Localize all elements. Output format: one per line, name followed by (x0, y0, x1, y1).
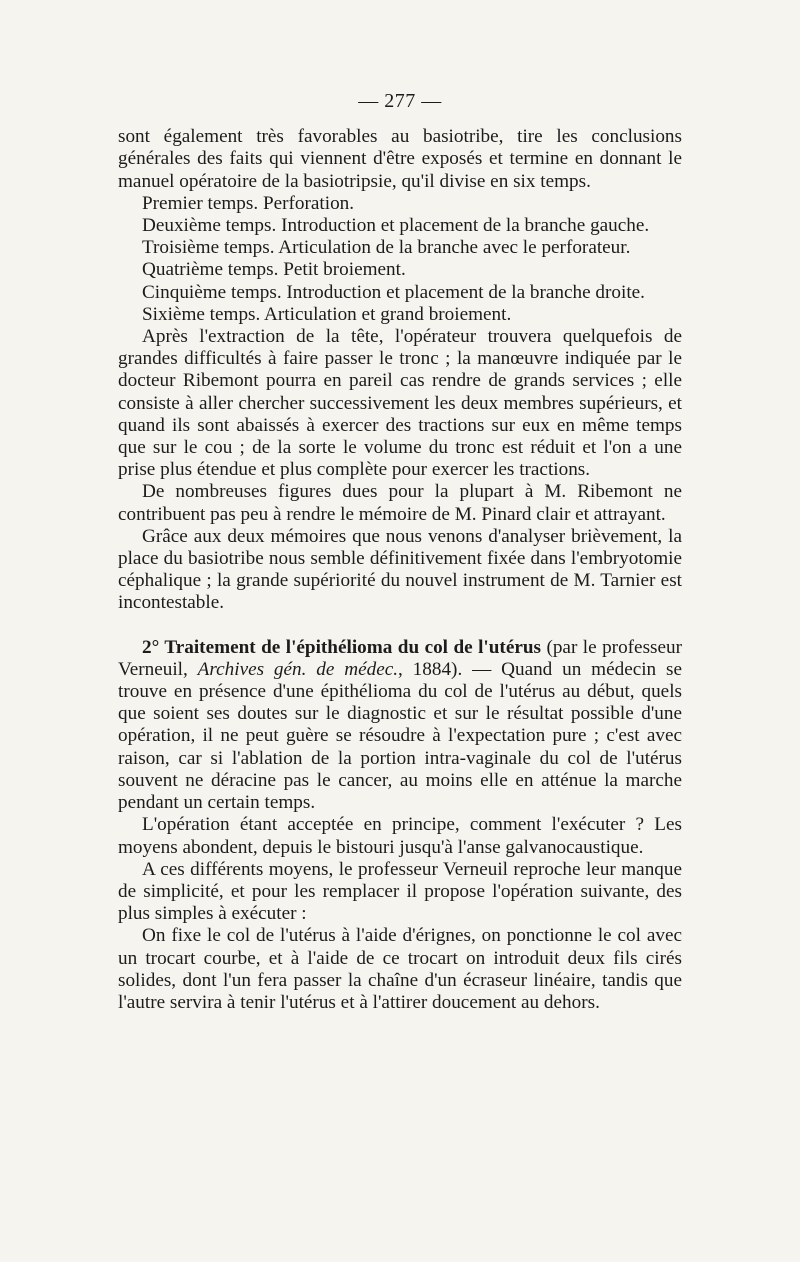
section-heading: 2° Traitement de l'épithélioma du col de l'utérus (142, 636, 541, 658)
paragraph-trunk-extraction: Après l'extraction de la tête, l'opérateur trouvera quelquefois de grandes difficultés à faire passer le tronc ; la manœuvre indiquée par le docteur Ribemont pourra en pareil cas rendre de grands services ; elle consiste à aller chercher successivement les deux membres supérieurs, et quand ils sont abaissés à exercer des tractions sur eux en même temps que sur le cou ; de la sorte le volume du tronc est réduit et l'on a une prise plus étendue et plus complète pour exercer les tractions. (118, 326, 682, 481)
section-intro-b: , 1884). — Quand un médecin se trouve en présence d'une épithélioma du col de l'utérus au début, quels que soient ses doutes sur le diagnostic et sur le résultat possible d'une opération, il ne peut guère se résoudre à l'expectation pure ; c'est avec raison, car si l'ablation de la portion intra-vaginale du col de l'utérus souvent ne déracine pas le cancer, au moins elle en atténue la marche pendant un certain temps. (118, 658, 682, 814)
section-intro-a: (par le professeur Verneuil, (118, 636, 683, 680)
step-first: Premier temps. Perforation. (142, 192, 355, 214)
paragraph-conclusion: Grâce aux deux mémoires que nous venons d'analyser brièvement, la place du basiotribe nous semble définitivement fixée dans l'embryotomie céphalique ; la grande supériorité du nouvel instrument de M. Tarnier est incontestable. (118, 525, 682, 614)
journal-title: Archives gén. de médec. (197, 658, 399, 680)
page-number: — 277 — (358, 90, 442, 112)
step-fourth: Quatrième temps. Petit broiement. (142, 259, 406, 281)
step-third: Troisième temps. Articulation de la branche avec le perforateur. (142, 237, 631, 259)
book-page (118, 90, 682, 1014)
paragraph-verneuil-reproach: A ces différents moyens, le professeur Verneuil reproche leur manque de simplicité, et pour les remplacer il propose l'opération suivante, des plus simples à exécuter : (118, 858, 682, 925)
step-second: Deuxième temps. Introduction et placement de la branche gauche. (142, 215, 650, 237)
paragraph-figures: De nombreuses figures dues pour la plupart à M. Ribemont ne contribuent pas peu à rendre le mémoire de M. Pinard clair et attrayant. (118, 481, 682, 525)
section-epithelioma (118, 637, 682, 815)
paragraph-procedure: On fixe le col de l'utérus à l'aide d'érignes, on ponctionne le col avec un trocart courbe, et à l'aide de ce trocart on introduit deux fils cirés solides, dont l'un fera passer la chaîne d'un écraseur linéaire, tandis que l'autre servira à tenir l'utérus et à l'attirer doucement au dehors. (118, 925, 682, 1013)
paragraph-operation-accepted: L'opération étant acceptée en principe, comment l'exécuter ? Les moyens abondent, depuis le bistouri jusqu'à l'anse galvanocaustique. (118, 814, 682, 858)
step-fifth: Cinquième temps. Introduction et placement de la branche droite. (142, 281, 645, 303)
paragraph-basiotripsie-conclusions: sont également très favorables au basiotribe, tire les conclusions générales des faits qui viennent d'être exposés et termine en donnant le manuel opératoire de la basiotripsie, qu'il divise en six temps. (118, 126, 682, 192)
step-sixth: Sixième temps. Articulation et grand broiement. (142, 303, 512, 325)
